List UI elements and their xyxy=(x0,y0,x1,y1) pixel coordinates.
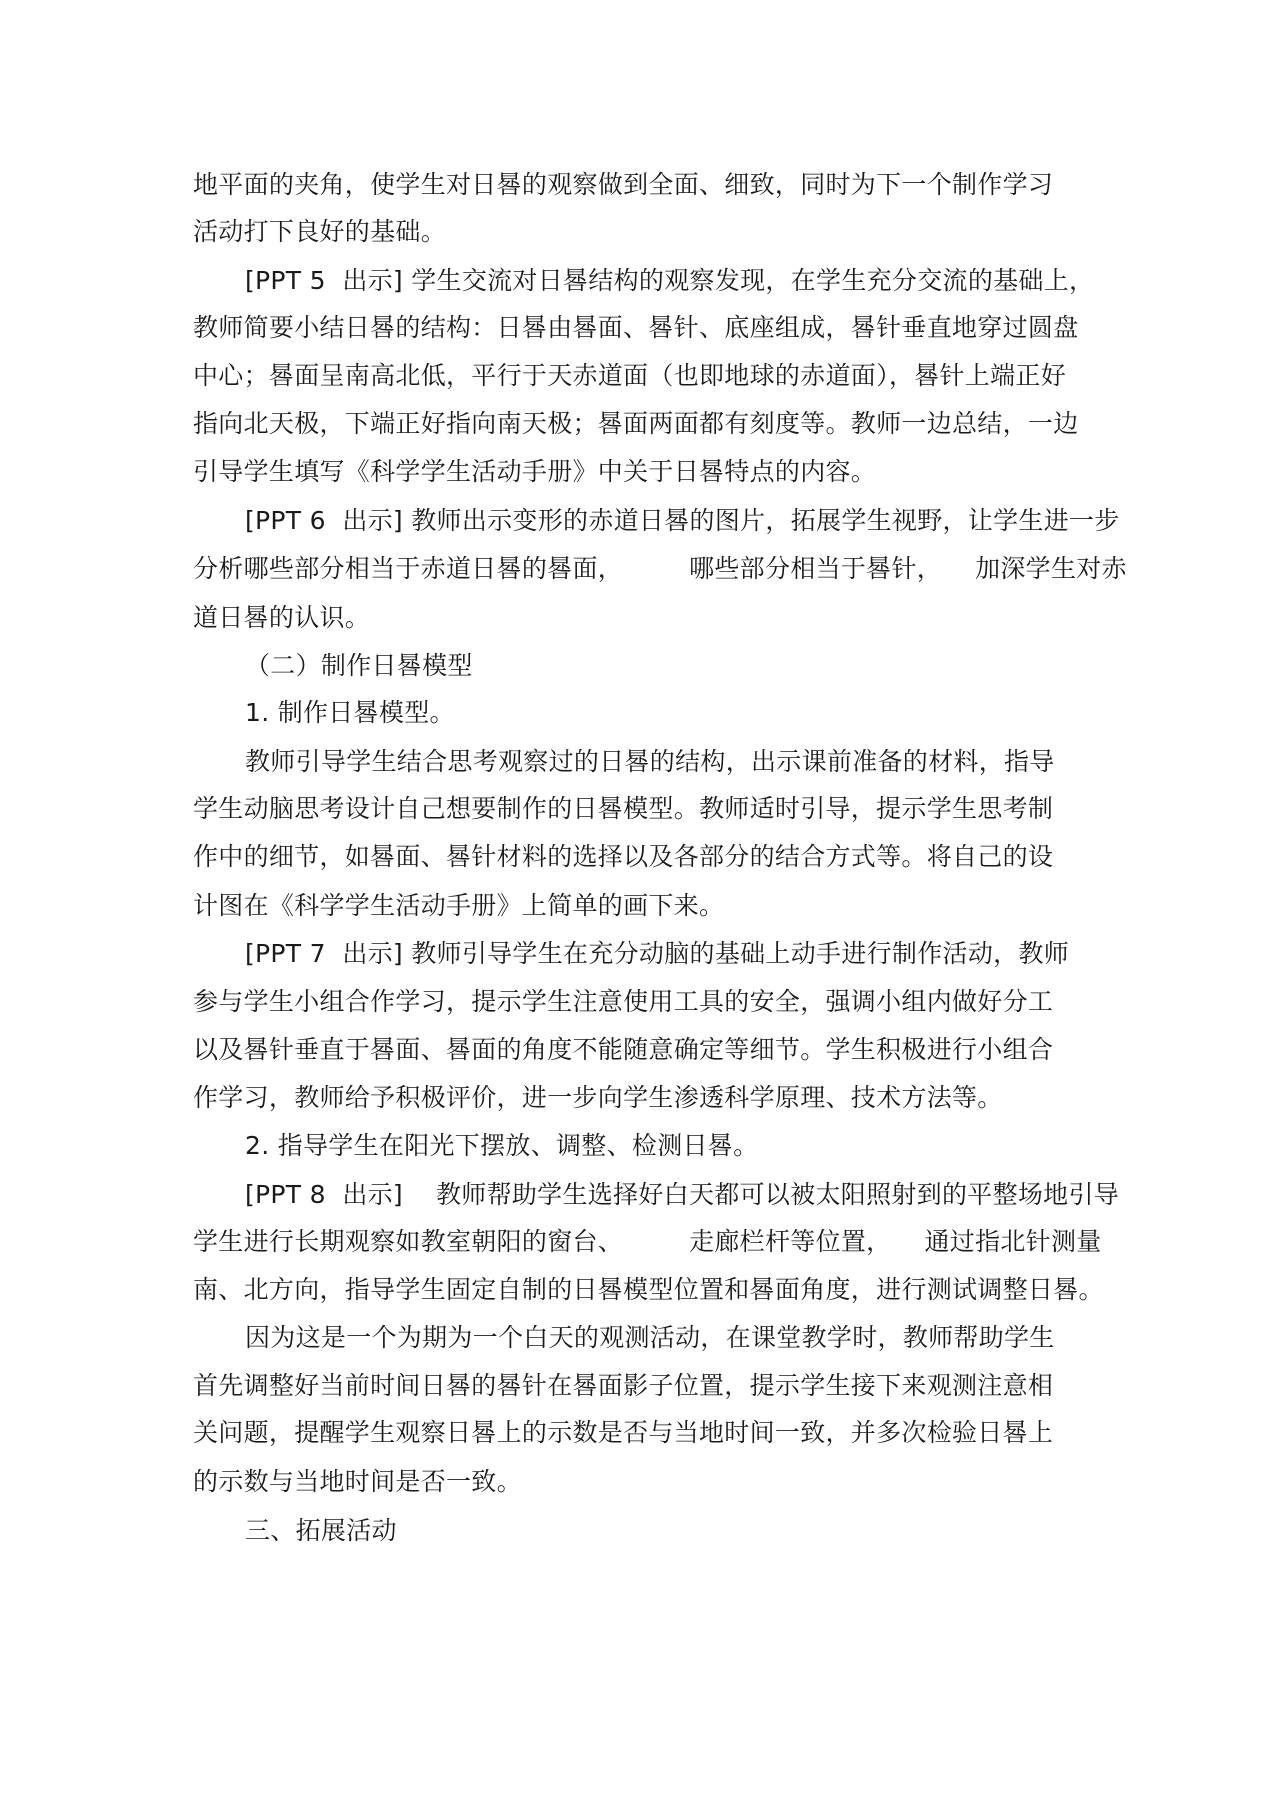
text-line: 分析哪些部分相当于赤道日晷的晷面， 哪些部分相当于晷针， 加深学生对赤 xyxy=(193,554,1127,583)
text-line: [PPT 8 出示] 教师帮助学生选择好白天都可以被太阳照射到的平整场地引导 xyxy=(245,1180,1120,1209)
text-line: 因为这是一个为期为一个白天的观测活动，在课堂教学时，教师帮助学生 xyxy=(245,1323,1055,1352)
text-line: 学生进行长期观察如教室朝阳的窗台、 走廊栏杆等位置， 通过指北针测量 xyxy=(193,1227,1102,1256)
text-line: 活动打下良好的基础。 xyxy=(193,217,447,246)
text-line: 指向北天极，下端正好指向南天极；晷面两面都有刻度等。教师一边总结，一边 xyxy=(193,409,1079,438)
subsection-heading: 1. 制作日晷模型。 xyxy=(245,698,455,727)
text-line: 计图在《科学学生活动手册》上简单的画下来。 xyxy=(193,891,725,920)
text-line: 南、北方向，指导学生固定自制的日晷模型位置和晷面角度，进行测试调整日晷。 xyxy=(193,1275,1104,1304)
text-line: 道日晷的认识。 xyxy=(193,603,371,632)
text-line: 关问题，提醒学生观察日晷上的示数是否与当地时间一致，并多次检验日晷上 xyxy=(193,1418,1054,1447)
text-line: 中心；晷面呈南高北低，平行于天赤道面（也即地球的赤道面），晷针上端正好 xyxy=(193,361,1067,390)
section-heading: 三、拓展活动 xyxy=(245,1516,397,1545)
text-line: 地平面的夹角，使学生对日晷的观察做到全面、细致，同时为下一个制作学习 xyxy=(193,170,1054,199)
text-line: 首先调整好当前时间日晷的晷针在晷面影子位置，提示学生接下来观测注意相 xyxy=(193,1371,1054,1400)
text-line: 作中的细节，如晷面、晷针材料的选择以及各部分的结合方式等。将自己的设 xyxy=(193,842,1054,871)
text-line: 作学习，教师给予积极评价，进一步向学生渗透科学原理、技术方法等。 xyxy=(193,1083,1003,1112)
text-line: 的示数与当地时间是否一致。 xyxy=(193,1467,522,1496)
text-line: [PPT 7 出示] 教师引导学生在充分动脑的基础上动手进行制作活动，教师 xyxy=(245,939,1070,968)
text-line: 教师简要小结日晷的结构：日晷由晷面、晷针、底座组成，晷针垂直地穿过圆盘 xyxy=(193,313,1079,342)
section-heading: （二）制作日晷模型 xyxy=(245,651,473,680)
text-line: 引导学生填写《科学学生活动手册》中关于日晷特点的内容。 xyxy=(193,457,877,486)
text-line: 参与学生小组合作学习，提示学生注意使用工具的安全，强调小组内做好分工 xyxy=(193,987,1054,1016)
subsection-heading: 2. 指导学生在阳光下摆放、调整、检测日晷。 xyxy=(245,1131,759,1160)
text-line: 以及晷针垂直于晷面、晷面的角度不能随意确定等细节。学生积极进行小组合 xyxy=(193,1035,1054,1064)
text-line: [PPT 5 出示] 学生交流对日晷结构的观察发现，在学生充分交流的基础上， xyxy=(245,266,1095,295)
text-line: 教师引导学生结合思考观察过的日晷的结构，出示课前准备的材料，指导 xyxy=(245,747,1055,776)
text-line: 学生动脑思考设计自己想要制作的日晷模型。教师适时引导，提示学生思考制 xyxy=(193,794,1054,823)
text-line: [PPT 6 出示] 教师出示变形的赤道日晷的图片，拓展学生视野，让学生进一步 xyxy=(245,506,1120,535)
